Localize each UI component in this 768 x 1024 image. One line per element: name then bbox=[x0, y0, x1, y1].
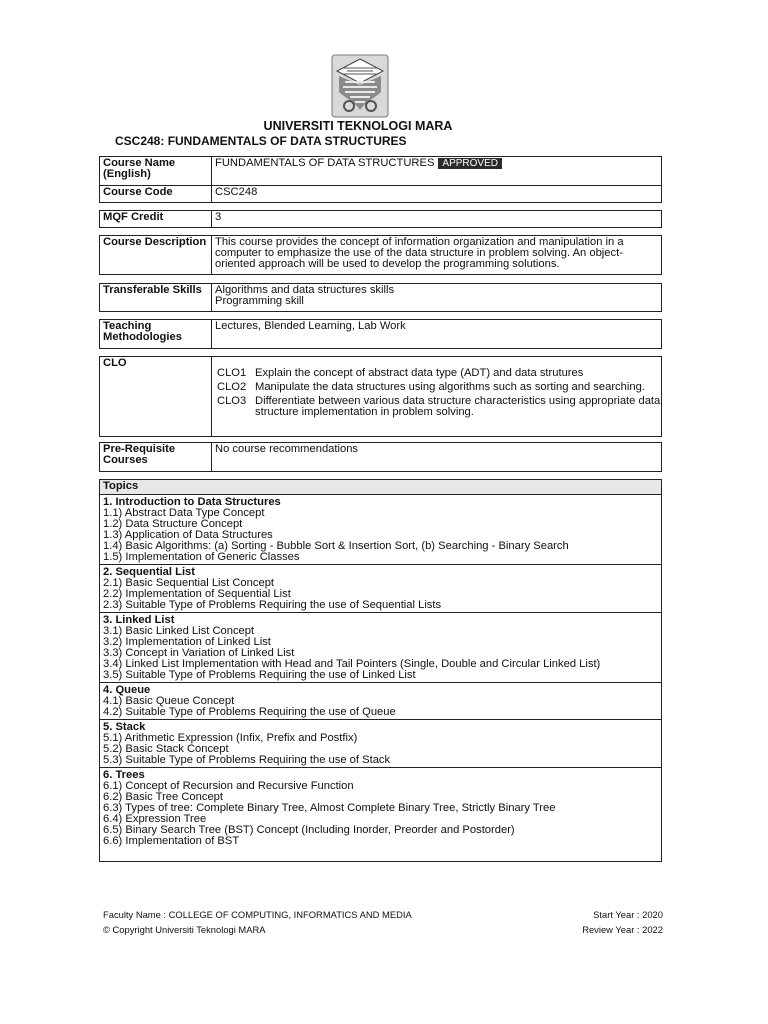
clo-text: Explain the concept of abstract data type (ADT) and data strutures bbox=[255, 367, 584, 379]
teaching-methodologies-value: Lectures, Blended Learning, Lab Work bbox=[215, 320, 406, 332]
skill-item: Algorithms and data structures skills bbox=[215, 284, 395, 296]
approved-badge: APPROVED bbox=[438, 158, 502, 169]
topic-item: 3.5) Suitable Type of Problems Requiring the use of Linked List bbox=[103, 669, 416, 681]
teaching-methodologies-label: Teaching Methodologies bbox=[100, 320, 212, 348]
topic-title: 6. Trees bbox=[103, 769, 145, 781]
transferable-skills-label: Transferable Skills bbox=[100, 284, 212, 311]
topic-item: 6.2) Basic Tree Concept bbox=[103, 791, 224, 803]
clo-code: CLO3 bbox=[217, 395, 247, 407]
course-name-text: FUNDAMENTALS OF DATA STRUCTURES bbox=[215, 157, 435, 169]
clo-item bbox=[217, 396, 661, 418]
clo-item bbox=[217, 368, 661, 379]
clo-text: Differentiate between various data structure characteristics using appropriate data structure implementation in problem solving. bbox=[255, 395, 661, 418]
mqf-credit-label: MQF Credit bbox=[100, 211, 212, 227]
topic-item: 5.3) Suitable Type of Problems Requiring the use of Stack bbox=[103, 754, 391, 766]
course-name-value bbox=[212, 157, 661, 185]
topic-item: 1.1) Abstract Data Type Concept bbox=[103, 507, 265, 519]
clo-label: CLO bbox=[100, 357, 212, 436]
topic-item: 6.1) Concept of Recursion and Recursive Function bbox=[103, 780, 354, 792]
topic-item: 4.1) Basic Queue Concept bbox=[103, 695, 235, 707]
clo-code: CLO1 bbox=[217, 367, 247, 379]
topic-section bbox=[100, 495, 661, 564]
transferable-skills-list bbox=[212, 284, 661, 311]
topic-item: 5.2) Basic Stack Concept bbox=[103, 743, 229, 755]
topic-item: 2.2) Implementation of Sequential List bbox=[103, 588, 291, 600]
topic-item: 1.3) Application of Data Structures bbox=[103, 529, 273, 541]
clo-code: CLO2 bbox=[217, 381, 247, 393]
topic-section bbox=[100, 767, 661, 848]
topic-item: 6.3) Types of tree: Complete Binary Tree, Almost Complete Binary Tree, Strictly Binary Tree bbox=[103, 802, 556, 814]
copyright-text: © Copyright Universiti Teknologi MARA bbox=[103, 924, 266, 935]
mqf-credit-table bbox=[99, 210, 662, 228]
course-description-value: This course provides the concept of information organization and manipulation in a computer to emphasize the use of the data structure in problem solving. An object-oriented approach will be used to develop the programming solutions. bbox=[215, 236, 624, 270]
clo-item bbox=[217, 382, 661, 393]
topic-item: 2.1) Basic Sequential List Concept bbox=[103, 577, 275, 589]
topic-item: 1.5) Implementation of Generic Classes bbox=[103, 551, 300, 563]
footer-left bbox=[103, 907, 412, 937]
topic-item: 6.5) Binary Search Tree (BST) Concept (Including Inorder, Preorder and Postorder) bbox=[103, 824, 515, 836]
topic-item: 3.1) Basic Linked List Concept bbox=[103, 625, 255, 637]
course-name-row bbox=[100, 157, 661, 185]
university-name: UNIVERSITI TEKNOLOGI MARA bbox=[263, 119, 453, 133]
topic-item: 4.2) Suitable Type of Problems Requiring the use of Queue bbox=[103, 706, 396, 718]
topics-body bbox=[100, 495, 661, 848]
topic-section bbox=[100, 564, 661, 612]
course-identity-table bbox=[99, 156, 662, 203]
clo-list bbox=[212, 357, 661, 436]
teaching-methodologies-table bbox=[99, 319, 662, 349]
start-year: Start Year : 2020 bbox=[593, 909, 663, 920]
topic-item: 6.6) Implementation of BST bbox=[103, 835, 240, 847]
skill-item: Programming skill bbox=[215, 295, 304, 307]
course-code-row bbox=[100, 185, 661, 202]
topic-item: 3.2) Implementation of Linked List bbox=[103, 636, 271, 648]
transferable-skills-table bbox=[99, 283, 662, 312]
clo-table bbox=[99, 356, 662, 437]
course-code-value: CSC248 bbox=[215, 186, 258, 198]
topic-title: 2. Sequential List bbox=[103, 566, 196, 578]
prerequisite-table bbox=[99, 442, 662, 472]
footer-right bbox=[540, 907, 663, 937]
topics-table bbox=[99, 479, 662, 862]
prerequisite-label: Pre-Requisite Courses bbox=[100, 443, 212, 471]
topic-title: 4. Queue bbox=[103, 684, 151, 696]
topic-section bbox=[100, 719, 661, 767]
topic-title: 1. Introduction to Data Structures bbox=[103, 496, 281, 508]
topic-item: 2.3) Suitable Type of Problems Requiring the use of Sequential Lists bbox=[103, 599, 442, 611]
university-logo bbox=[331, 54, 389, 118]
course-code-label: Course Code bbox=[100, 186, 212, 202]
topic-item: 6.4) Expression Tree bbox=[103, 813, 207, 825]
topic-item: 1.4) Basic Algorithms: (a) Sorting - Bubble Sort & Insertion Sort, (b) Searching - Binary Search bbox=[103, 540, 569, 552]
course-heading: CSC248: FUNDAMENTALS OF DATA STRUCTURES bbox=[115, 134, 407, 148]
mqf-credit-value: 3 bbox=[215, 211, 222, 223]
topic-item: 5.1) Arithmetic Expression (Infix, Prefix and Postfix) bbox=[103, 732, 358, 744]
topic-title: 5. Stack bbox=[103, 721, 146, 733]
faculty-name: Faculty Name : COLLEGE OF COMPUTING, INFORMATICS AND MEDIA bbox=[103, 909, 412, 920]
prerequisite-value: No course recommendations bbox=[215, 443, 359, 455]
course-description-table bbox=[99, 235, 662, 275]
topic-title: 3. Linked List bbox=[103, 614, 175, 626]
course-description-label: Course Description bbox=[100, 236, 212, 274]
review-year: Review Year : 2022 bbox=[582, 924, 663, 935]
clo-text: Manipulate the data structures using algorithms such as sorting and searching. bbox=[255, 381, 645, 393]
topic-item: 3.3) Concept in Variation of Linked List bbox=[103, 647, 295, 659]
topic-item: 3.4) Linked List Implementation with Head and Tail Pointers (Single, Double and Circular Linked List) bbox=[103, 658, 601, 670]
topic-section bbox=[100, 682, 661, 719]
course-name-label: Course Name (English) bbox=[100, 157, 212, 185]
topic-item: 1.2) Data Structure Concept bbox=[103, 518, 243, 530]
topic-section bbox=[100, 612, 661, 682]
topics-heading: Topics bbox=[100, 480, 661, 495]
